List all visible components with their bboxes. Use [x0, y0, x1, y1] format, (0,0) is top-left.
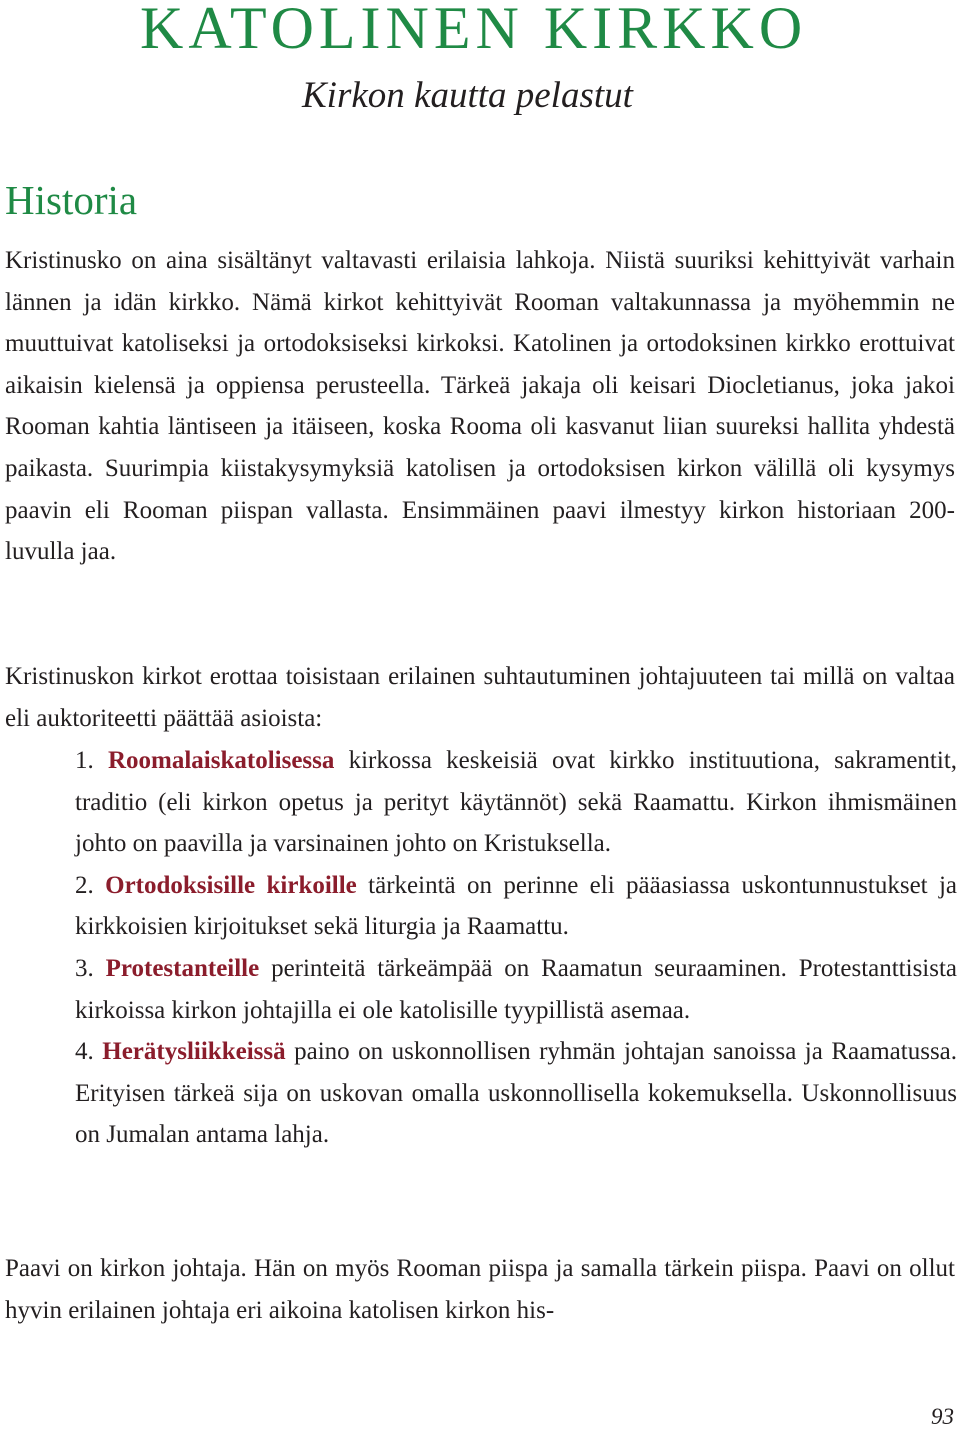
- list-item-catholic: [75, 740, 957, 865]
- paragraph-pope: Paavi on kirkon johtaja. Hän on myös Rooman piispa ja samalla tärkein piispa. Paavi on ollut hyvin erilainen johtaja eri aikoina katolisen kirkon his-: [5, 1255, 955, 1324]
- list-text: tärkeintä on perinne eli pääasiassa uskontunnustukset ja kirkkoisien kirjoitukset sekä liturgia ja Raamattu.: [75, 871, 958, 941]
- chapter-title: KATOLINEN KIRKKO: [140, 0, 808, 61]
- list-number: 2.: [75, 871, 94, 899]
- page-number: 93: [931, 1404, 954, 1429]
- list-text: kirkossa keskeisiä ovat kirkko instituutiona, sakramentit, traditio (eli kirkon opetus ja perityt käytännöt) sekä Raamattu. Kirkon ihmismäinen johto on paavilla ja varsinainen johto on Kristuksella.: [75, 747, 958, 858]
- list-term: Herätysliikkeissä: [102, 1038, 286, 1066]
- list-term: Ortodoksisille kirkoille: [105, 871, 357, 899]
- church-types-list: [75, 740, 957, 1156]
- list-term: Roomalaiskatolisessa: [107, 747, 335, 774]
- list-item-protestant: [75, 948, 957, 1031]
- list-number: 1.: [75, 747, 94, 774]
- list-text: paino on uskonnollisen ryhmän johtajan sanoissa ja Raamatussa. Erityisen tärkeä sija on uskovan omalla uskonnollisella kokemuksella. Uskonnollisuus on Jumalan antama lahja.: [75, 1038, 958, 1149]
- section-heading: Historia: [5, 177, 138, 223]
- list-number: 4.: [75, 1038, 94, 1066]
- list-item-revival: [75, 1031, 957, 1156]
- list-item-orthodox: [75, 865, 957, 948]
- paragraph-history: Kristinusko on aina sisältänyt valtavasti erilaisia lahkoja. Niistä suuriksi kehittyivät varhain lännen ja idän kirkko. Nämä kirkot kehittyivät Rooman valtakunnassa ja myöhemmin ne muuttuivat katoliseksi ja ortodoksiseksi kirkoksi. Katolinen ja ortodoksinen kirkko erottuivat aikaisin kielensä ja oppiensa perusteella. Tärkeä jakaja oli keisari Diocletianus, joka jakoi Rooman kahtia läntiseen ja itäiseen, koska Rooma oli kasvanut liian suureksi hallita yhdestä paikasta. Suurimpia kiistakysymyksiä katolisen ja ortodoksisen kirkon välillä oli kysymys paavin eli Rooman piispan vallasta. Ensimmäinen paavi ilmestyy kirkon historiaan 200-luvulla jaa.: [5, 247, 955, 566]
- list-term: Protestanteille: [105, 954, 260, 982]
- list-number: 3.: [75, 954, 94, 982]
- chapter-subtitle: Kirkon kautta pelastut: [302, 75, 633, 116]
- list-text: perinteitä tärkeämpää on Raamatun seuraaminen. Protestanttisista kirkoissa kirkon johtajilla ei ole katolisille tyypillistä asemaa.: [75, 954, 958, 1024]
- paragraph-leadership-intro: Kristinuskon kirkot erottaa toisistaan erilainen suhtautuminen johtajuuteen tai millä on valtaa eli auktoriteetti päättää asioista:: [5, 663, 955, 732]
